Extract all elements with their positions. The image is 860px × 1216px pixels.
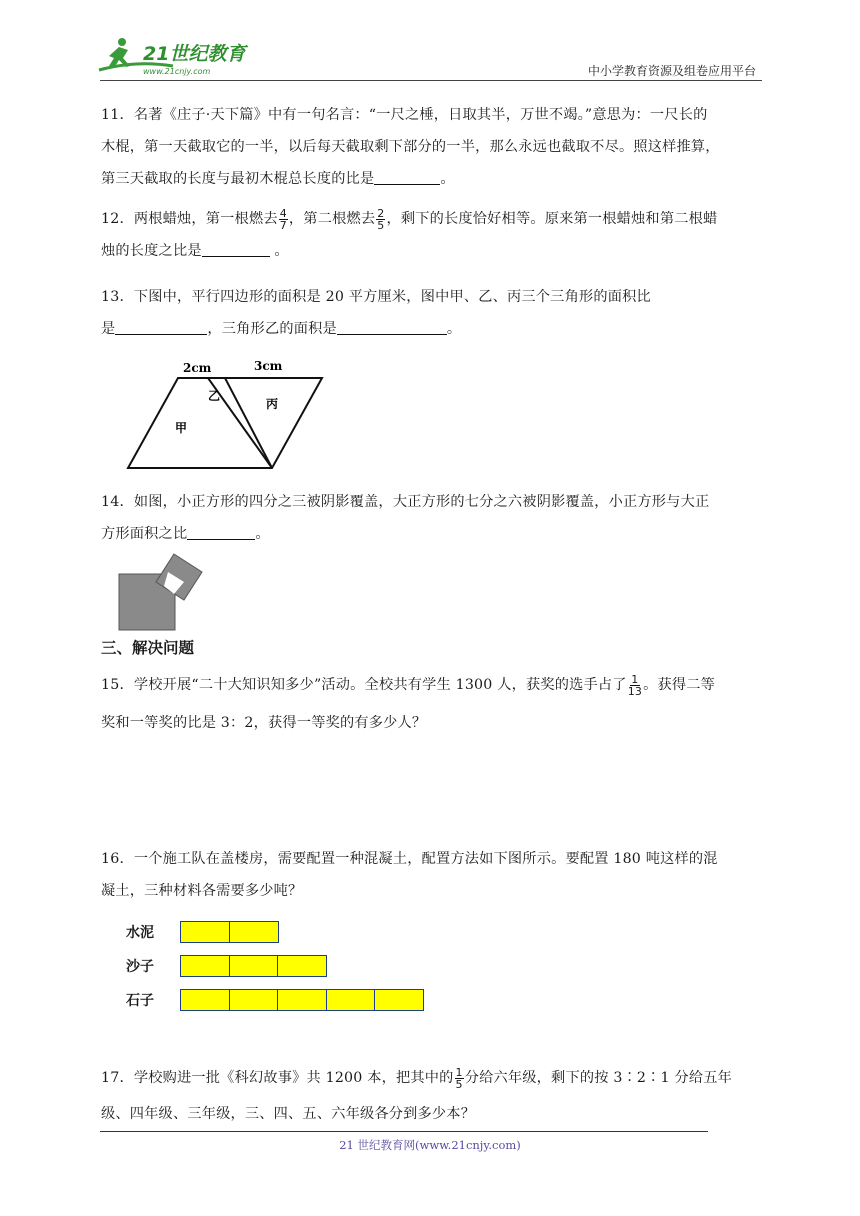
diagonal-line — [225, 378, 272, 468]
q15-text-a: 15．学校开展“二十大知识知多少”活动。全校共有学生 1300 人，获奖的选手占了 — [101, 677, 627, 693]
q15-line2: 奖和一等奖的比是 3：2，获得一等奖的有多少人？ — [101, 715, 427, 731]
q11-line3-text: 第三天截取的长度与最初木棍总长度的比是 — [101, 171, 375, 187]
q17-line1 — [101, 1063, 763, 1093]
header-platform-text: 中小学教育资源及组卷应用平台 — [587, 64, 756, 78]
fraction-4-7 — [279, 208, 288, 231]
footer-link[interactable]: 21 世纪教育网(www.21cnjy.com) — [339, 1138, 521, 1152]
fraction-denominator: 5 — [455, 1077, 463, 1091]
q12-line2 — [101, 237, 763, 265]
label-yi: 乙 — [208, 389, 221, 403]
q17-text-b: 分给六年级，剩下的按 3∶2∶1 分给五年 — [464, 1070, 733, 1086]
answer-blank[interactable] — [202, 242, 270, 257]
q15-line1 — [101, 670, 763, 700]
question-13 — [101, 281, 763, 345]
question-15 — [101, 670, 763, 738]
q17-line2: 级、四年级、三年级，三、四、五、六年级各分到多少本？ — [101, 1106, 476, 1122]
label-jia: 甲 — [175, 421, 188, 435]
answer-blank[interactable] — [337, 320, 447, 335]
q13-line2-c: 。 — [446, 321, 462, 337]
chart-row-sand — [126, 954, 423, 978]
bar-cement — [180, 921, 277, 943]
bar-stone — [180, 989, 423, 1011]
q17-text-a: 17．学校购进一批《科幻故事》共 1200 本，把其中的 — [101, 1070, 454, 1086]
row-label: 沙子 — [126, 959, 154, 975]
q12-line2-end: 。 — [269, 243, 289, 259]
bar-unit — [277, 955, 327, 977]
bar-unit — [229, 989, 279, 1011]
q14-line1: 14．如图，小正方形的四分之三被阴影覆盖，大正方形的七分之六被阴影覆盖，小正方形与大正 — [101, 494, 710, 510]
bar-unit — [180, 955, 230, 977]
bar-unit — [229, 921, 279, 943]
q13-line1: 13．下图中，平行四边形的面积是 20 平方厘米，图中甲、乙、丙三个三角形的面积比 — [101, 289, 651, 305]
q13-line2-b: ，三角形乙的面积是 — [207, 321, 337, 337]
q12-text-c: ，剩下的长度恰好相等。原来第一根蜡烛和第二根蜡 — [386, 211, 718, 227]
footer-divider — [100, 1131, 708, 1132]
q11-line1: 11．名著《庄子·天下篇》中有一句名言：“一尺之棰，日取其半，万世不竭。”意思为：一尺长的 — [101, 107, 708, 123]
q12-text-a: 12．两根蜡烛，第一根燃去 — [101, 211, 278, 227]
q11-line3-end: 。 — [440, 171, 455, 187]
fraction-numerator: 4 — [279, 206, 287, 220]
label-bing: 丙 — [266, 397, 279, 411]
fraction-numerator: 1 — [455, 1065, 463, 1079]
fraction-denominator: 5 — [377, 218, 385, 232]
q13-line2 — [101, 313, 763, 345]
site-logo — [95, 36, 265, 80]
q16-line1: 16．一个施工队在盖楼房，需要配置一种混凝土，配置方法如下图所示。要配置 180 吨这样的混 — [101, 851, 718, 867]
q15-text-b: 。获得二等 — [643, 677, 716, 693]
label-2cm: 2cm — [183, 361, 212, 375]
q12-text-b: ，第二根燃去 — [288, 211, 376, 227]
fraction-numerator: 1 — [631, 672, 639, 686]
bar-unit — [180, 921, 230, 943]
fraction-2-5 — [376, 208, 385, 231]
parallelogram-figure — [120, 350, 340, 474]
label-3cm: 3cm — [254, 359, 283, 373]
materials-ratio-chart — [126, 920, 423, 1012]
row-label: 石子 — [126, 993, 154, 1009]
parallelogram-outline — [128, 378, 322, 468]
q14-line2-end: 。 — [255, 526, 270, 542]
row-label: 水泥 — [126, 925, 154, 941]
q11-line2: 木棍，第一天截取它的一半，以后每天截取剩下部分的一半，那么永远也截取不尽。照这样推算， — [101, 139, 720, 155]
question-11 — [101, 99, 763, 195]
q14-line2 — [101, 518, 763, 550]
q12-line2-text: 烛的长度之比是 — [101, 243, 202, 259]
q16-line2: 凝土，三种材料各需要多少吨？ — [101, 883, 303, 899]
question-16 — [101, 843, 763, 907]
overlapping-squares-figure — [116, 552, 208, 634]
q14-line2-text: 方形面积之比 — [101, 526, 188, 542]
fraction-1-13 — [628, 674, 642, 697]
logo-title: 21世纪教育 — [143, 43, 246, 65]
fraction-denominator: 13 — [627, 684, 643, 698]
chart-row-stone — [126, 988, 423, 1012]
q11-line3 — [101, 163, 763, 195]
bar-unit — [374, 989, 424, 1011]
answer-blank[interactable] — [187, 525, 255, 540]
bar-unit — [326, 989, 376, 1011]
question-17 — [101, 1063, 763, 1129]
fraction-1-5 — [455, 1067, 464, 1090]
section-title: 三、解决问题 — [101, 639, 195, 657]
q13-line2-a: 是 — [101, 321, 116, 337]
fraction-denominator: 7 — [279, 218, 287, 232]
question-12 — [101, 205, 763, 265]
q12-line1 — [101, 205, 763, 233]
header-divider — [100, 80, 762, 81]
answer-blank[interactable] — [374, 170, 440, 185]
bar-unit — [229, 955, 279, 977]
logo-url: www.21cnjy.com — [143, 67, 211, 76]
bar-unit — [180, 989, 230, 1011]
fraction-numerator: 2 — [377, 206, 385, 220]
question-14 — [101, 486, 763, 550]
answer-blank[interactable] — [115, 320, 207, 335]
chart-row-cement — [126, 920, 423, 944]
bar-sand — [180, 955, 326, 977]
bar-unit — [277, 989, 327, 1011]
